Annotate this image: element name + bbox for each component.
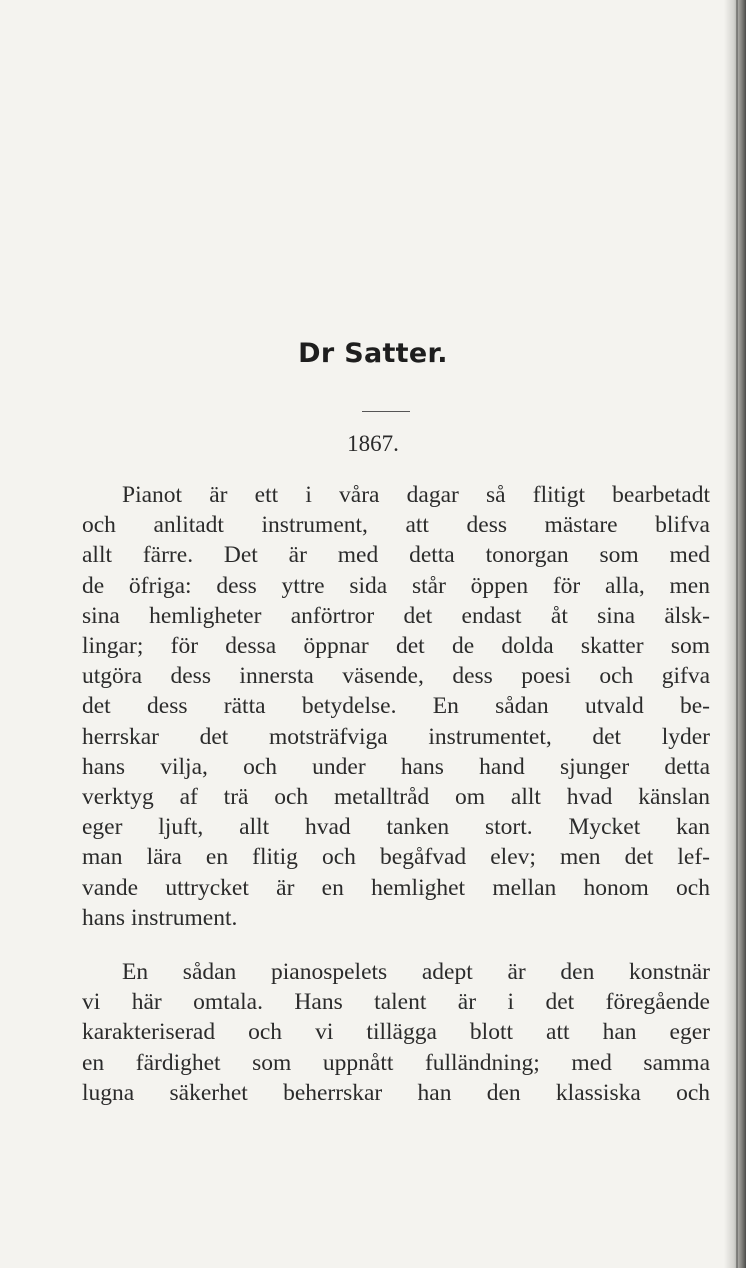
text-line: En sådan pianospelets adept är den konstnär	[122, 959, 710, 985]
text-line: man lära en flitig och begåfvad elev; men det lef-	[82, 844, 710, 871]
text-line: en färdighet som uppnått fulländning; med samma	[82, 1049, 710, 1076]
text-line: verktyg af trä och metalltråd om allt hvad känslan	[82, 784, 710, 811]
text-line: hans vilja, och under hans hand sjunger detta	[82, 753, 710, 780]
text-line: det dess rätta betydelse. En sådan utvald be-	[82, 693, 710, 720]
heading-divider	[362, 411, 410, 412]
text-line: hans instrument.	[82, 904, 238, 931]
chapter-heading: Dr Satter.	[298, 338, 448, 369]
page-binding-shadow	[724, 0, 746, 1268]
text-line: allt färre. Det är med detta tonorgan som med	[82, 542, 710, 569]
text-line: vi här omtala. Hans talent är i det föregående	[82, 989, 710, 1016]
text-line: och anlitadt instrument, att dess mästare blifva	[82, 512, 710, 539]
text-line: herrskar det motsträfviga instrumentet, det lyder	[82, 723, 710, 750]
text-line: utgöra dess innersta väsende, dess poesi och gifva	[82, 663, 710, 690]
paragraph-1	[82, 480, 710, 933]
text-line: de öfriga: dess yttre sida står öppen för alla, men	[82, 572, 710, 599]
paragraph-2	[82, 957, 710, 1108]
text-line: sina hemligheter anförtror det endast åt sina älsk-	[82, 602, 710, 629]
text-line: lingar; för dessa öppnar det de dolda skatter som	[82, 633, 710, 660]
text-line: lugna säkerhet beherrskar han den klassiska och	[82, 1079, 710, 1106]
page-binding-edge	[736, 0, 738, 1268]
text-line: karakteriserad och vi tillägga blott att han eger	[82, 1019, 710, 1046]
text-line: eger ljuft, allt hvad tanken stort. Mycket kan	[82, 814, 710, 841]
chapter-year: 1867.	[347, 431, 399, 456]
text-line: Pianot är ett i våra dagar så flitigt bearbetadt	[122, 482, 710, 508]
text-line: vande uttrycket är en hemlighet mellan honom och	[82, 874, 710, 901]
